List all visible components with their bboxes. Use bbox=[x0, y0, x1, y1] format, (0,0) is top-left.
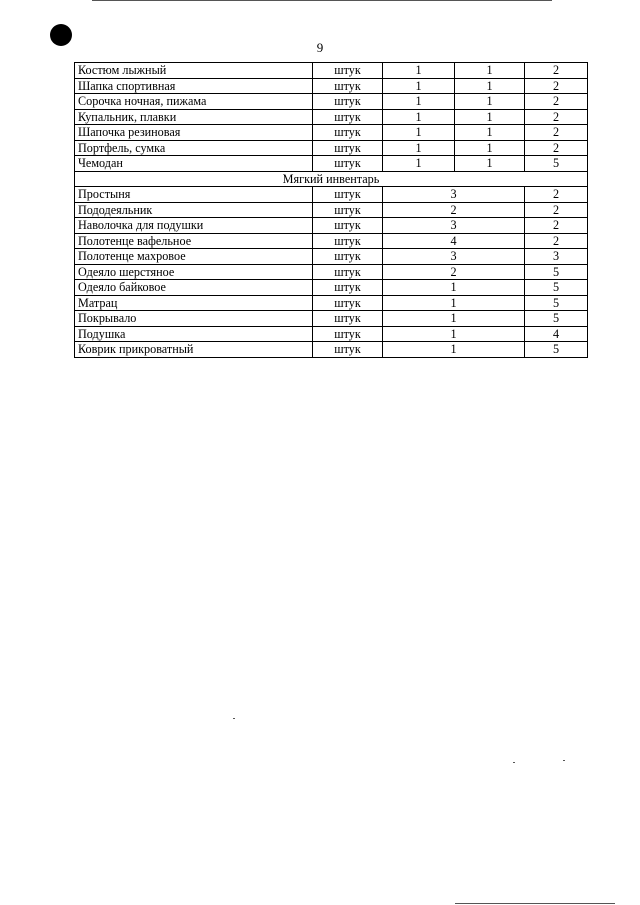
quantity-cell: 3 bbox=[383, 187, 525, 203]
unit-cell: штук bbox=[313, 78, 383, 94]
term-cell: 2 bbox=[525, 94, 588, 110]
table-row bbox=[75, 218, 588, 234]
quantity-cell: 1 bbox=[383, 140, 455, 156]
item-name-cell: Костюм лыжный bbox=[75, 63, 313, 79]
term-cell: 2 bbox=[525, 125, 588, 141]
quantity-cell: 2 bbox=[383, 202, 525, 218]
quantity-cell: 1 bbox=[383, 78, 455, 94]
term-cell: 5 bbox=[525, 264, 588, 280]
term-cell: 2 bbox=[525, 78, 588, 94]
item-name-cell: Купальник, плавки bbox=[75, 109, 313, 125]
item-name-cell: Портфель, сумка bbox=[75, 140, 313, 156]
item-name-cell: Полотенце вафельное bbox=[75, 233, 313, 249]
quantity-cell: 1 bbox=[383, 311, 525, 327]
scan-speck bbox=[513, 762, 515, 763]
table-row bbox=[75, 326, 588, 342]
quantity-cell: 3 bbox=[383, 218, 525, 234]
section-title-cell: Мягкий инвентарь bbox=[75, 171, 588, 187]
quantity-cell: 1 bbox=[455, 94, 525, 110]
term-cell: 2 bbox=[525, 63, 588, 79]
quantity-cell: 1 bbox=[383, 63, 455, 79]
quantity-cell: 1 bbox=[383, 342, 525, 358]
term-cell: 3 bbox=[525, 249, 588, 265]
table-row bbox=[75, 187, 588, 203]
quantity-cell: 1 bbox=[455, 140, 525, 156]
quantity-cell: 1 bbox=[455, 78, 525, 94]
term-cell: 5 bbox=[525, 311, 588, 327]
unit-cell: штук bbox=[313, 109, 383, 125]
item-name-cell: Полотенце махровое bbox=[75, 249, 313, 265]
unit-cell: штук bbox=[313, 233, 383, 249]
quantity-cell: 1 bbox=[383, 326, 525, 342]
item-name-cell: Одеяло байковое bbox=[75, 280, 313, 296]
quantity-cell: 1 bbox=[383, 125, 455, 141]
item-name-cell: Одеяло шерстяное bbox=[75, 264, 313, 280]
section-header-row bbox=[75, 171, 588, 187]
table-row bbox=[75, 202, 588, 218]
term-cell: 2 bbox=[525, 109, 588, 125]
item-name-cell: Чемодан bbox=[75, 156, 313, 172]
unit-cell: штук bbox=[313, 140, 383, 156]
quantity-cell: 4 bbox=[383, 233, 525, 249]
quantity-cell: 1 bbox=[383, 109, 455, 125]
table-row bbox=[75, 311, 588, 327]
term-cell: 5 bbox=[525, 280, 588, 296]
page-number: 9 bbox=[316, 40, 324, 55]
unit-cell: штук bbox=[313, 125, 383, 141]
unit-cell: штук bbox=[313, 342, 383, 358]
table-row bbox=[75, 78, 588, 94]
quantity-cell: 1 bbox=[455, 109, 525, 125]
quantity-cell: 2 bbox=[383, 264, 525, 280]
term-cell: 2 bbox=[525, 187, 588, 203]
term-cell: 2 bbox=[525, 218, 588, 234]
item-name-cell: Сорочка ночная, пижама bbox=[75, 94, 313, 110]
unit-cell: штук bbox=[313, 202, 383, 218]
item-name-cell: Наволочка для подушки bbox=[75, 218, 313, 234]
item-name-cell: Пододеяльник bbox=[75, 202, 313, 218]
unit-cell: штук bbox=[313, 295, 383, 311]
inventory-table-body bbox=[75, 63, 588, 358]
item-name-cell: Покрывало bbox=[75, 311, 313, 327]
table-row bbox=[75, 280, 588, 296]
table-row bbox=[75, 125, 588, 141]
item-name-cell: Шапочка резиновая bbox=[75, 125, 313, 141]
item-name-cell: Матрац bbox=[75, 295, 313, 311]
unit-cell: штук bbox=[313, 280, 383, 296]
term-cell: 4 bbox=[525, 326, 588, 342]
quantity-cell: 3 bbox=[383, 249, 525, 265]
quantity-cell: 1 bbox=[455, 156, 525, 172]
term-cell: 2 bbox=[525, 202, 588, 218]
term-cell: 5 bbox=[525, 342, 588, 358]
quantity-cell: 1 bbox=[455, 125, 525, 141]
item-name-cell: Шапка спортивная bbox=[75, 78, 313, 94]
unit-cell: штук bbox=[313, 187, 383, 203]
scan-speck bbox=[233, 718, 235, 719]
item-name-cell: Коврик прикроватный bbox=[75, 342, 313, 358]
unit-cell: штук bbox=[313, 249, 383, 265]
item-name-cell: Простыня bbox=[75, 187, 313, 203]
unit-cell: штук bbox=[313, 63, 383, 79]
term-cell: 5 bbox=[525, 295, 588, 311]
unit-cell: штук bbox=[313, 326, 383, 342]
term-cell: 2 bbox=[525, 140, 588, 156]
unit-cell: штук bbox=[313, 264, 383, 280]
table-row bbox=[75, 233, 588, 249]
table-row bbox=[75, 342, 588, 358]
term-cell: 5 bbox=[525, 156, 588, 172]
term-cell: 2 bbox=[525, 233, 588, 249]
table-row bbox=[75, 140, 588, 156]
table-row bbox=[75, 249, 588, 265]
scan-speck bbox=[563, 760, 565, 761]
quantity-cell: 1 bbox=[383, 295, 525, 311]
table-row bbox=[75, 63, 588, 79]
scan-edge-bottom bbox=[455, 903, 615, 904]
unit-cell: штук bbox=[313, 218, 383, 234]
inventory-table bbox=[74, 62, 588, 358]
unit-cell: штук bbox=[313, 94, 383, 110]
table-row bbox=[75, 156, 588, 172]
scan-edge-top bbox=[92, 0, 552, 1]
item-name-cell: Подушка bbox=[75, 326, 313, 342]
table-row bbox=[75, 264, 588, 280]
quantity-cell: 1 bbox=[383, 156, 455, 172]
quantity-cell: 1 bbox=[383, 94, 455, 110]
unit-cell: штук bbox=[313, 311, 383, 327]
unit-cell: штук bbox=[313, 156, 383, 172]
quantity-cell: 1 bbox=[383, 280, 525, 296]
table-row bbox=[75, 295, 588, 311]
table-row bbox=[75, 94, 588, 110]
table-row bbox=[75, 109, 588, 125]
quantity-cell: 1 bbox=[455, 63, 525, 79]
